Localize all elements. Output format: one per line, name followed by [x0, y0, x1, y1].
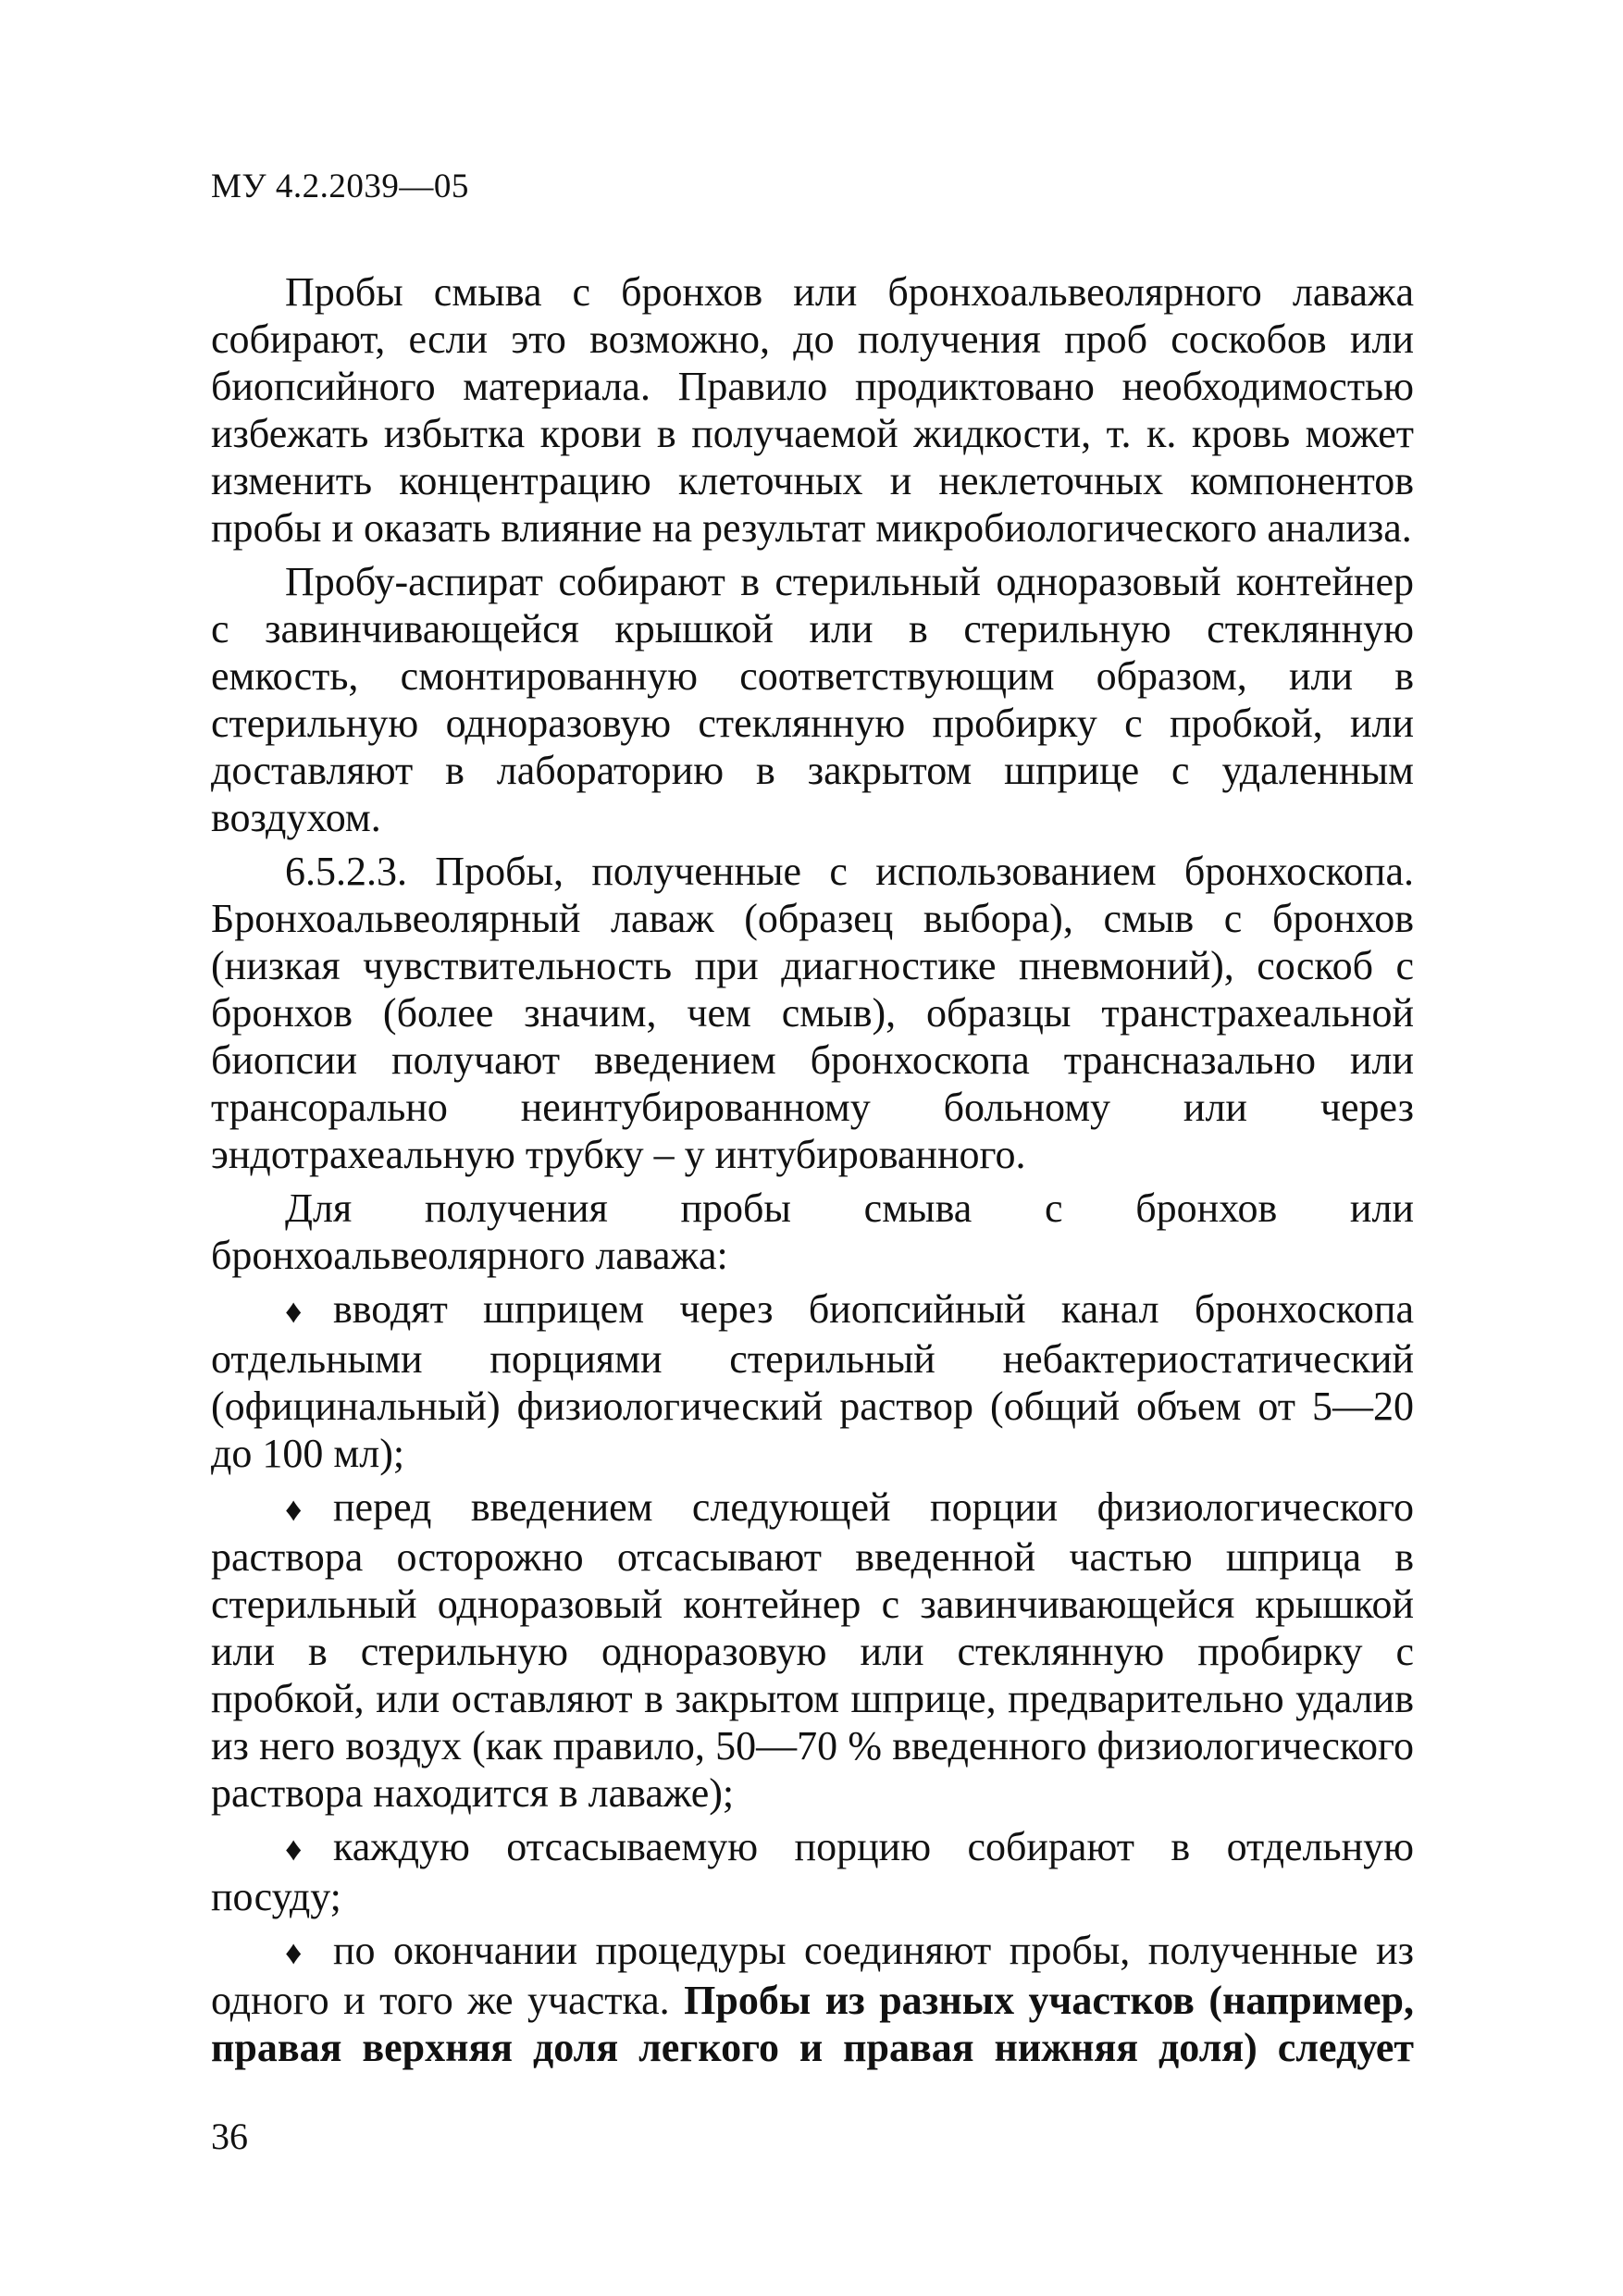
paragraph-lavage-intro: Для получения пробы смыва с бронхов или бронхоальвеолярного лаважа:	[211, 1185, 1414, 1278]
document-code-header: МУ 4.2.2039—05	[211, 168, 469, 205]
list-item-text: каждую отсасываемую порцию собирают в отдельную посуду;	[211, 1824, 1414, 1919]
bullet-diamond-icon: ♦	[285, 1491, 303, 1528]
bullet-diamond-icon: ♦	[285, 1831, 303, 1868]
paragraph-aspirate-collection: Пробу-аспират собирают в стерильный одноразовый контейнер с завинчивающейся крышкой или в стерильную стеклянную емкость, смонтированную соответствующим образом, или в стерильную одноразовую стеклянную пробирку с пробкой, или доставляют в лабораторию в закрытом шприце с удаленным воздухом.	[211, 559, 1414, 840]
list-item	[211, 1823, 1414, 1920]
document-body	[211, 268, 1414, 2078]
paragraph-sampling-order: Пробы смыва с бронхов или бронхоальвеолярного лаважа собирают, если это возможно, до получения проб соскобов или биопсийного материала. Правило продиктовано необходимостью избежать избытка крови в получаемой жидкости, т. к. кровь может изменить концентрацию клеточных и неклеточных компонентов пробы и оказать влияние на результат микробиологического анализа.	[211, 269, 1414, 551]
list-item-text: вводят шприцем через биопсийный канал бронхоскопа отдельными порциями стерильный небактериостатический (официнальный) физиологический раствор (общий объем от 5—20 до 100 мл);	[211, 1286, 1414, 1476]
list-item-text: по окончании процедуры соединяют пробы, полученные из одного и того же участка.	[211, 1928, 1414, 2023]
page-number: 36	[211, 2116, 248, 2157]
list-item	[211, 1927, 1414, 2071]
list-item-text: перед введением следующей порции физиологического раствора осторожно отсасывают введенной частью шприца в стерильный одноразовый контейнер с завинчивающейся крышкой или в стерильную одноразовую или стеклянную пробирку с пробкой, или оставляют в закрытом шприце, предварительно удалив из него воздух (как правило, 50—70 % введенного физиологического раствора находится в лаваже);	[211, 1484, 1414, 1816]
bullet-diamond-icon: ♦	[285, 1293, 303, 1330]
list-item	[211, 1285, 1414, 1477]
bullet-diamond-icon: ♦	[285, 1934, 303, 1971]
list-item-bold-text: Пробы из разных участков (например, правая верхняя доля легкого и правая нижняя доля) следует	[211, 1978, 1414, 2070]
paragraph-section-6-5-2-3: 6.5.2.3. Пробы, полученные с использованием бронхоскопа. Бронхоальвеолярный лаваж (образец выбора), смыв с бронхов (низкая чувствительность при диагностике пневмоний), соскоб с бронхов (более значим, чем смыв), образцы транстрахеальной биопсии получают введением бронхоскопа трансназально или трансорально неинтубированному больному или через эндотрахеальную трубку – у интубированного.	[211, 849, 1414, 1177]
list-item	[211, 1483, 1414, 1817]
